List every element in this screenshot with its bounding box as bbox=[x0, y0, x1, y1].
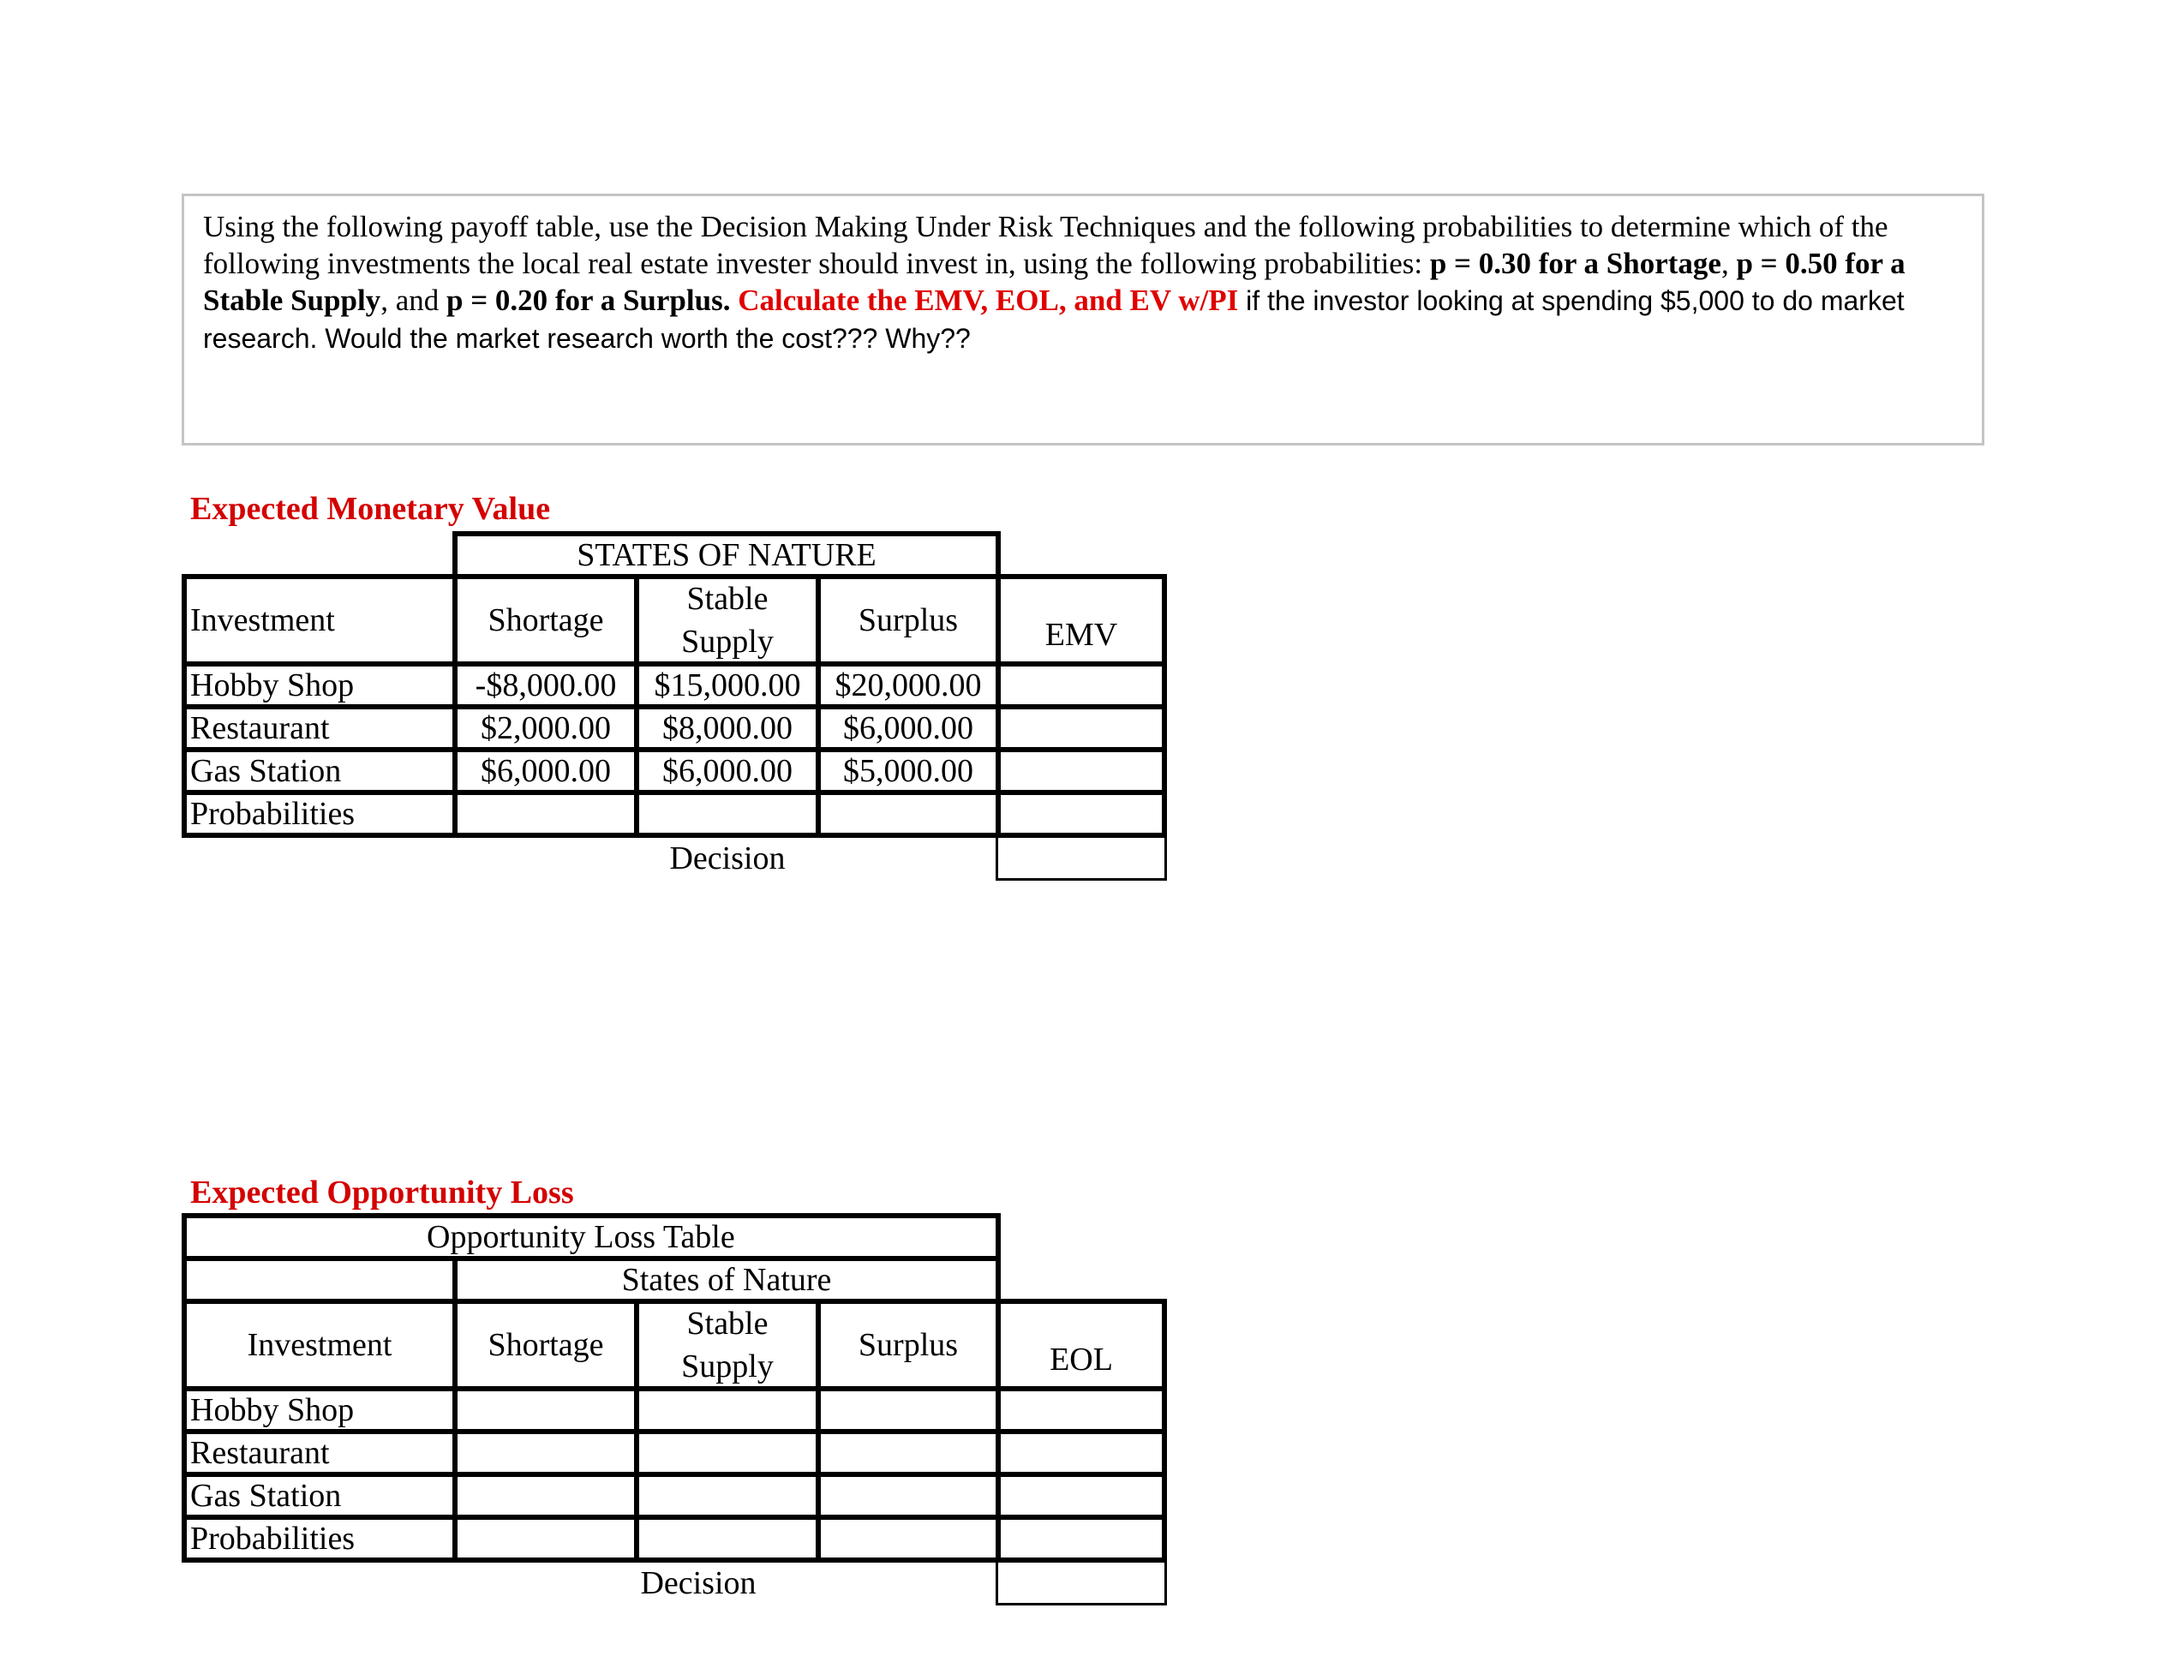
eol-col-shortage: Shortage bbox=[452, 1299, 639, 1391]
eol-prob-cell[interactable] bbox=[816, 1515, 1001, 1563]
prob-shortage: p = 0.30 for a Shortage bbox=[1429, 247, 1721, 280]
emv-col-stable: Stable Supply bbox=[634, 574, 821, 667]
eol-prob-cell[interactable] bbox=[996, 1515, 1167, 1563]
emv-row-restaurant: Restaurant bbox=[182, 704, 458, 752]
eol-cell[interactable] bbox=[452, 1472, 639, 1520]
emv-decision-label: Decision bbox=[669, 840, 786, 876]
emv-cell: -$8,000.00 bbox=[452, 661, 639, 709]
emv-investment-header: Investment bbox=[182, 574, 458, 667]
emv-value-cell[interactable] bbox=[996, 661, 1167, 709]
problem-statement bbox=[182, 194, 1984, 445]
eol-cell[interactable] bbox=[816, 1429, 1001, 1477]
emv-decision-cell[interactable] bbox=[996, 834, 1167, 881]
eol-cell[interactable] bbox=[634, 1429, 821, 1477]
eol-blank-cell bbox=[182, 1256, 458, 1304]
eol-cell[interactable] bbox=[452, 1429, 639, 1477]
emv-cell: $6,000.00 bbox=[816, 704, 1001, 752]
prob-surplus: p = 0.20 for a Surplus. bbox=[446, 284, 731, 317]
eol-col-stable: Stable Supply bbox=[634, 1299, 821, 1391]
eol-title: Expected Opportunity Loss bbox=[190, 1175, 574, 1211]
eol-decision-cell[interactable] bbox=[996, 1559, 1167, 1605]
eol-cell[interactable] bbox=[816, 1472, 1001, 1520]
emv-prob-cell[interactable] bbox=[816, 790, 1001, 838]
eol-row-probabilities: Probabilities bbox=[182, 1515, 458, 1563]
emv-prob-cell[interactable] bbox=[452, 790, 639, 838]
eol-decision-label: Decision bbox=[640, 1565, 757, 1601]
prob-stable: p = 0.50 for a Stable Supply bbox=[203, 247, 1906, 317]
emv-value-cell[interactable] bbox=[996, 747, 1167, 795]
emv-cell: $5,000.00 bbox=[816, 747, 1001, 795]
eol-cell[interactable] bbox=[452, 1386, 639, 1434]
eol-prob-cell[interactable] bbox=[634, 1515, 821, 1563]
emv-col-emv: EMV bbox=[996, 574, 1167, 667]
eol-col-surplus: Surplus bbox=[816, 1299, 1001, 1391]
problem-text: Using the following payoff table, use the Decision Making Under Risk Techniques and the following probabilities to determine which of the following investments the local real estate invester should invest in, using the following probabilities: bbox=[203, 210, 1888, 280]
emv-cell: $8,000.00 bbox=[634, 704, 821, 752]
eol-investment-header: Investment bbox=[182, 1299, 458, 1391]
calc-instruction: Calculate the EMV, EOL, and EV w/PI bbox=[738, 284, 1239, 317]
emv-cell: $20,000.00 bbox=[816, 661, 1001, 709]
eol-row-hobby-shop: Hobby Shop bbox=[182, 1386, 458, 1434]
eol-cell[interactable] bbox=[816, 1386, 1001, 1434]
emv-prob-cell[interactable] bbox=[996, 790, 1167, 838]
eol-row-restaurant: Restaurant bbox=[182, 1429, 458, 1477]
eol-col-eol: EOL bbox=[996, 1299, 1167, 1391]
emv-cell: $2,000.00 bbox=[452, 704, 639, 752]
eol-value-cell[interactable] bbox=[996, 1429, 1167, 1477]
emv-row-gas-station: Gas Station bbox=[182, 747, 458, 795]
eol-value-cell[interactable] bbox=[996, 1386, 1167, 1434]
eol-row-gas-station: Gas Station bbox=[182, 1472, 458, 1520]
emv-title: Expected Monetary Value bbox=[190, 491, 551, 527]
eol-table-title: Opportunity Loss Table bbox=[182, 1213, 1001, 1261]
emv-cell: $6,000.00 bbox=[634, 747, 821, 795]
emv-cell: $15,000.00 bbox=[634, 661, 821, 709]
emv-row-probabilities: Probabilities bbox=[182, 790, 458, 838]
emv-row-hobby-shop: Hobby Shop bbox=[182, 661, 458, 709]
eol-prob-cell[interactable] bbox=[452, 1515, 639, 1563]
eol-cell[interactable] bbox=[634, 1472, 821, 1520]
separator: , bbox=[1720, 247, 1737, 280]
eol-value-cell[interactable] bbox=[996, 1472, 1167, 1520]
emv-col-surplus: Surplus bbox=[816, 574, 1001, 667]
eol-states-header: States of Nature bbox=[452, 1256, 1001, 1304]
emv-prob-cell[interactable] bbox=[634, 790, 821, 838]
emv-value-cell[interactable] bbox=[996, 704, 1167, 752]
separator: , and bbox=[380, 284, 446, 317]
eol-cell[interactable] bbox=[634, 1386, 821, 1434]
emv-cell: $6,000.00 bbox=[452, 747, 639, 795]
emv-states-header: STATES OF NATURE bbox=[452, 531, 1001, 579]
problem-tail: if the investor looking at spending $5,000 to do market research. Would the market research worth the cost??? Why?? bbox=[203, 285, 1905, 354]
emv-col-shortage: Shortage bbox=[452, 574, 639, 667]
